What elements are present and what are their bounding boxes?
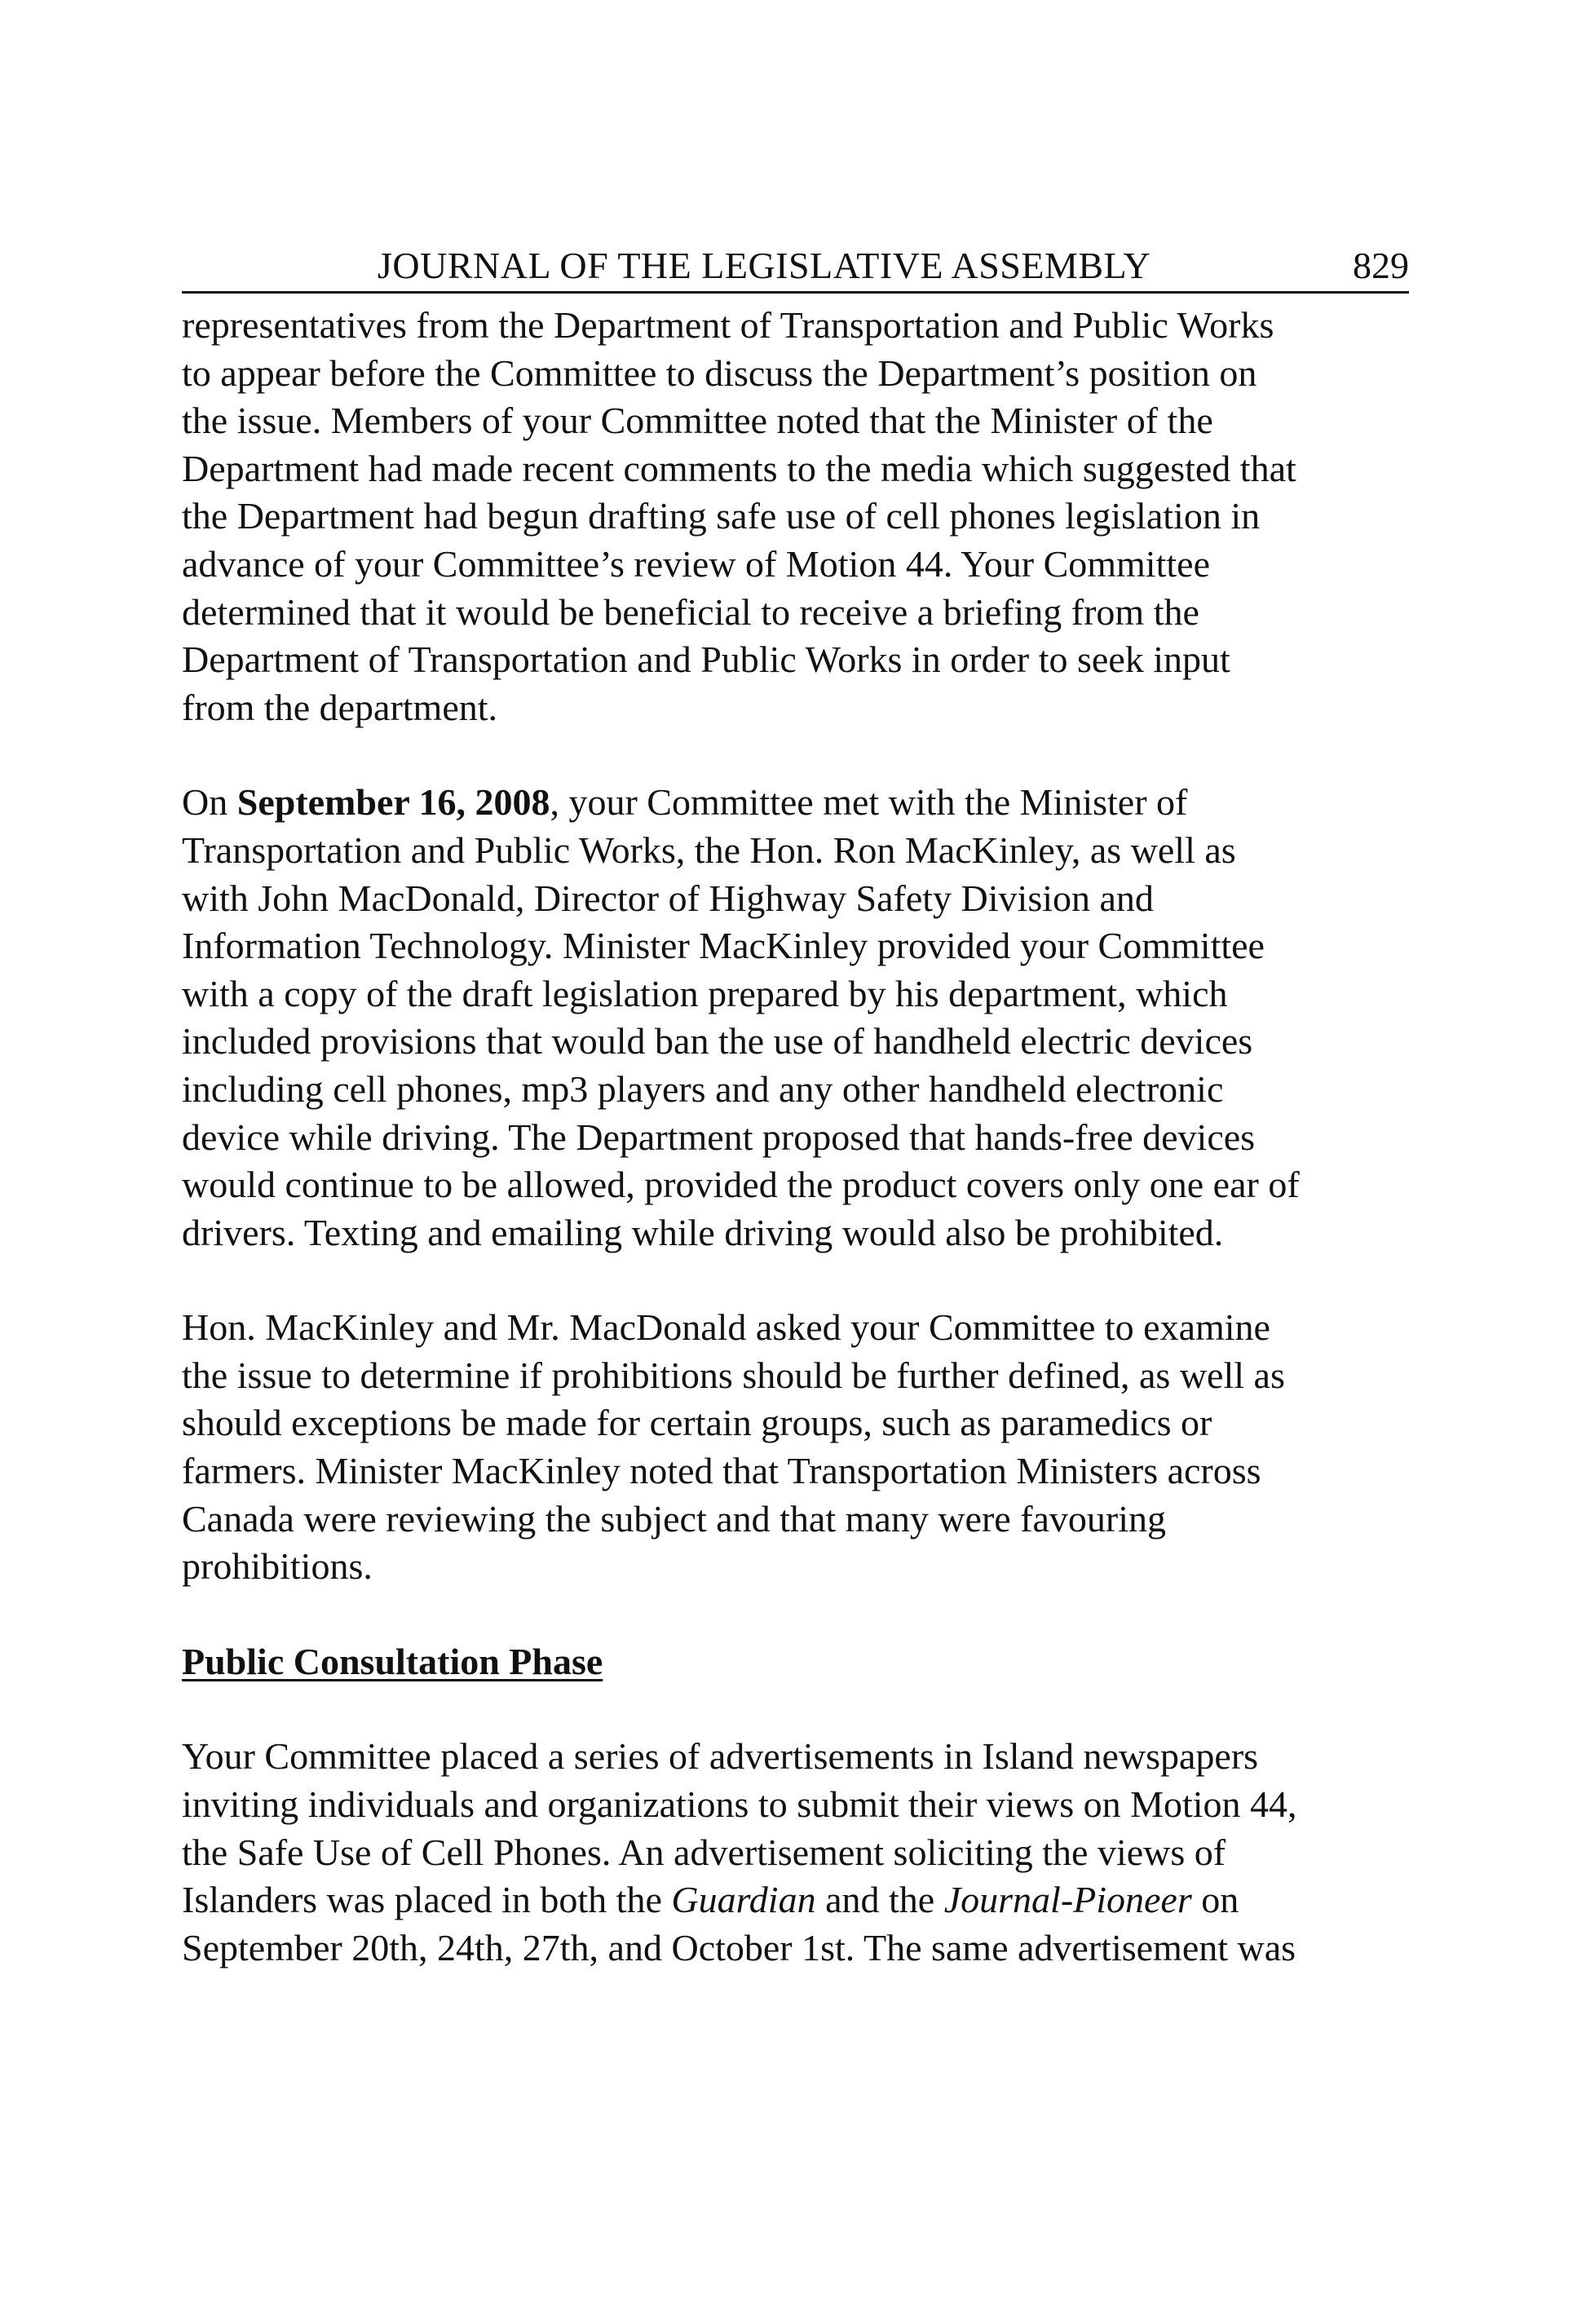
newspaper-name: Guardian [671,1879,816,1921]
text-line: from the department. [182,686,498,728]
text-line: Canada were reviewing the subject and that many were favouring [182,1497,1167,1540]
text-line: Hon. MacKinley and Mr. MacDonald asked your Committee to examine [182,1306,1270,1349]
text-line: September 20th, 24th, 27th, and October 1st. The same advertisement was [182,1926,1296,1968]
paragraph-2 [182,779,1409,1257]
journal-title: JOURNAL OF THE LEGISLATIVE ASSEMBLY [378,245,1151,286]
text-line: determined that it would be beneficial to receive a briefing from the [182,590,1199,633]
paragraph-gap [182,1686,1409,1733]
text-line: prohibitions. [182,1545,373,1588]
text-run: Islanders was placed in both the [182,1879,672,1921]
text-line: including cell phones, mp3 players and any other handheld electronic [182,1067,1224,1110]
text-run: and the [815,1879,944,1921]
text-run: , your Committee met with the Minister of [550,781,1188,824]
text-line: the Department had begun drafting safe use of cell phones legislation in [182,495,1261,537]
text-line: included provisions that would ban the use of handheld electric devices [182,1020,1253,1063]
text-run: on [1191,1879,1239,1921]
text-line: should exceptions be made for certain groups, such as paramedics or [182,1402,1212,1444]
text-line: Transportation and Public Works, the Hon. Ron MacKinley, as well as [182,828,1236,871]
text-line: drivers. Texting and emailing while driving would also be prohibited. [182,1211,1224,1253]
text-line: farmers. Minister MacKinley noted that Transportation Ministers across [182,1450,1261,1492]
paragraph-gap [182,731,1409,779]
text-line: the Safe Use of Cell Phones. An advertisement soliciting the views of [182,1831,1226,1873]
text-line: inviting individuals and organizations to submit their views on Motion 44, [182,1783,1297,1826]
section-heading: Public Consultation Phase [182,1640,603,1682]
text-line: Department of Transportation and Public Works in order to seek input [182,638,1230,681]
paragraph-1 [182,302,1409,731]
running-header [182,241,1409,294]
paragraph-gap [182,1257,1409,1304]
text-line: Your Committee placed a series of advertisements in Island newspapers [182,1735,1259,1778]
text-line: representatives from the Department of Transportation and Public Works [182,304,1274,346]
document-page [182,241,1409,1972]
text-line [182,779,1409,827]
text-line: would continue to be allowed, provided the product covers only one ear of [182,1164,1300,1206]
text-line: to appear before the Committee to discuss the Department’s position on [182,351,1257,394]
meeting-date: September 16, 2008 [236,781,550,824]
text-line: device while driving. The Department proposed that hands-free devices [182,1116,1256,1158]
page-number: 829 [1353,245,1409,286]
paragraph-4 [182,1733,1409,1972]
paragraph-3 [182,1304,1409,1591]
text-line: with John MacDonald, Director of Highway Safety Division and [182,877,1154,919]
text-line: advance of your Committee’s review of Motion 44. Your Committee [182,542,1210,585]
text-line: Department had made recent comments to the media which suggested that [182,447,1296,489]
text-line: Information Technology. Minister MacKinley provided your Committee [182,925,1265,967]
text-line [182,1876,1409,1924]
text-line: with a copy of the draft legislation prepared by his department, which [182,972,1228,1014]
text-line: the issue to determine if prohibitions should be further defined, as well as [182,1354,1285,1396]
paragraph-gap [182,1591,1409,1638]
newspaper-name: Journal-Pioneer [943,1879,1192,1921]
text-line: the issue. Members of your Committee noted that the Minister of the [182,400,1213,442]
text-run: On [182,781,237,824]
body-text [182,302,1409,1972]
